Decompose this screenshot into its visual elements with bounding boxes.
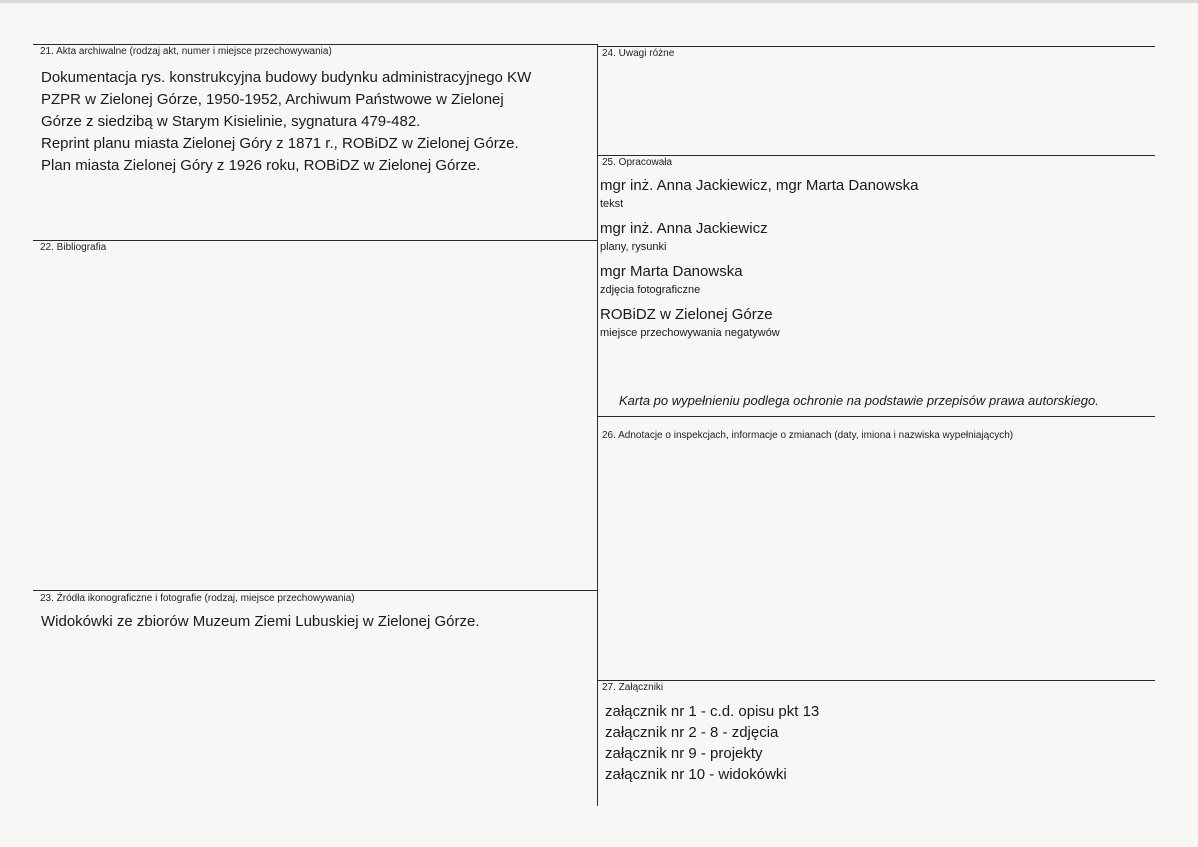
section-26-label: 26. Adnotacje o inspekcjach, informacje o zmianach (daty, imiona i nazwiska wypełniających)	[602, 430, 1014, 441]
attachment-item: załącznik nr 2 - 8 - zdjęcia	[605, 724, 779, 741]
center-divider	[597, 44, 598, 806]
section-21-label: 21. Akta archiwalne (rodzaj akt, numer i miejsce przechowywania)	[40, 46, 332, 57]
section-21-line: Reprint planu miasta Zielonej Góry z 1871 r., ROBiDZ w Zielonej Górze.	[41, 135, 519, 152]
attachment-item: załącznik nr 9 - projekty	[605, 745, 763, 762]
section-27-label: 27. Załączniki	[602, 682, 664, 693]
divider-s26	[597, 416, 1155, 417]
author-entry-role: tekst	[600, 198, 624, 210]
divider-top-left	[33, 44, 597, 45]
section-21-line: Plan miasta Zielonej Góry z 1926 roku, ROBiDZ w Zielonej Górze.	[41, 157, 481, 174]
author-entry-role: plany, rysunki	[600, 241, 667, 253]
divider-s27	[597, 680, 1155, 681]
author-entry-name: mgr inż. Anna Jackiewicz, mgr Marta Danowska	[600, 177, 919, 194]
attachments-list	[605, 701, 819, 785]
section-24-label: 24. Uwagi różne	[602, 48, 675, 59]
copyright-note: Karta po wypełnieniu podlega ochronie na podstawie przepisów prawa autorskiego.	[619, 393, 1099, 408]
section-21-line: Dokumentacja rys. konstrukcyjna budowy budynku administracyjnego KW	[41, 69, 532, 86]
author-entry-name: ROBiDZ w Zielonej Górze	[600, 306, 773, 323]
divider-s25	[597, 155, 1155, 156]
section-21-line: PZPR w Zielonej Górze, 1950-1952, Archiwum Państwowe w Zielonej	[41, 91, 504, 108]
divider-s23	[33, 590, 597, 591]
section-23-text: Widokówki ze zbiorów Muzeum Ziemi Lubuskiej w Zielonej Górze.	[41, 613, 480, 630]
author-entry-role: zdjęcia fotograficzne	[600, 284, 701, 296]
section-25-label: 25. Opracowała	[602, 157, 673, 168]
divider-top-right	[597, 46, 1155, 47]
author-entry	[600, 263, 743, 297]
section-22-label: 22. Bibliografia	[40, 242, 107, 253]
scan-edge	[0, 0, 1198, 3]
divider-s22	[33, 240, 597, 241]
author-entry	[600, 220, 768, 254]
section-23-label: 23. Źródła ikonograficzne i fotografie (rodzaj, miejsce przechowywania)	[40, 593, 355, 604]
author-entry	[600, 177, 918, 211]
section-21-text	[41, 67, 531, 177]
attachment-item: załącznik nr 10 - widokówki	[605, 766, 787, 783]
section-21-line: Górze z siedzibą w Starym Kisielinie, sygnatura 479-482.	[41, 113, 421, 130]
author-entry-name: mgr inż. Anna Jackiewicz	[600, 220, 768, 237]
author-entry	[600, 306, 780, 340]
author-entry-name: mgr Marta Danowska	[600, 263, 743, 280]
author-entry-role: miejsce przechowywania negatywów	[600, 327, 780, 339]
attachment-item: załącznik nr 1 - c.d. opisu pkt 13	[605, 703, 820, 720]
